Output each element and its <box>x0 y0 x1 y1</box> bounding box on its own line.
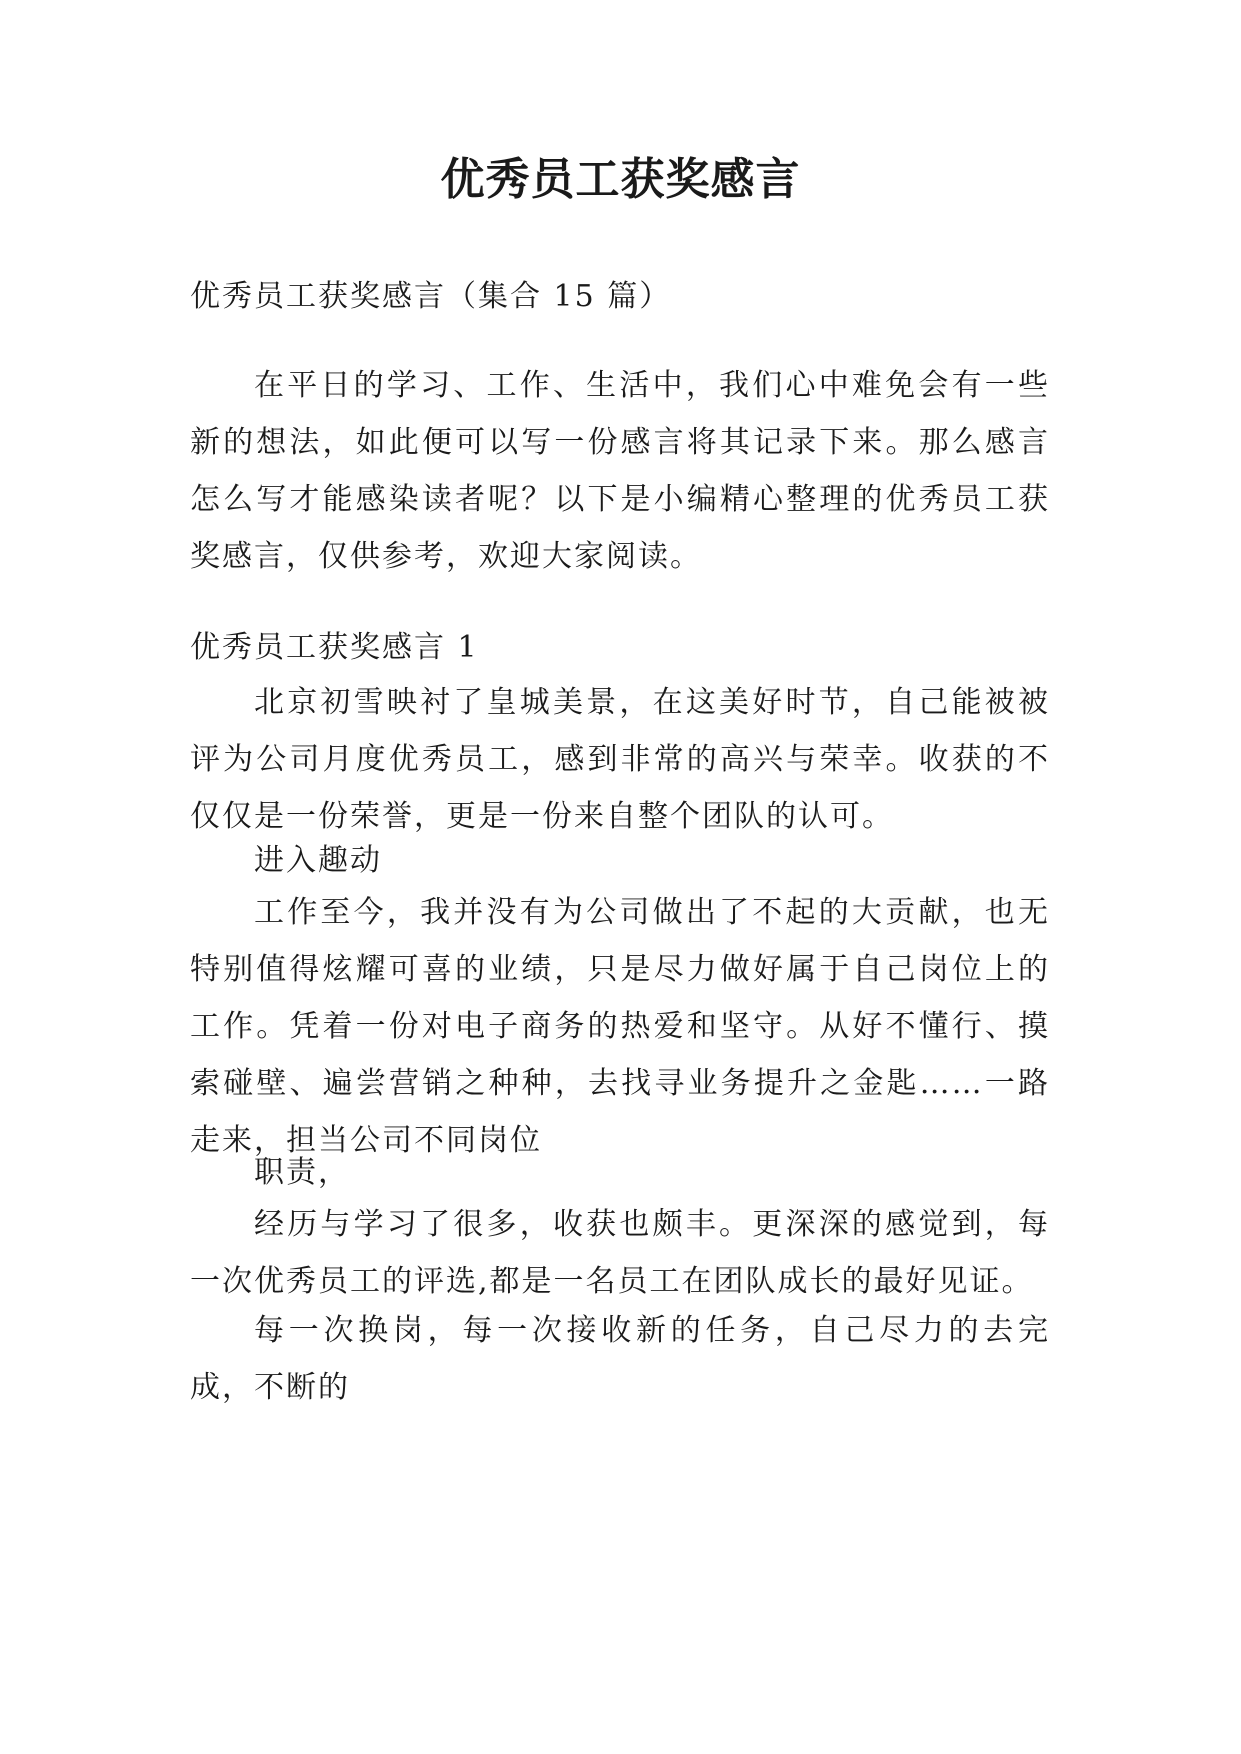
intro-paragraph: 在平日的学习、工作、生活中，我们心中难免会有一些新的想法，如此便可以写一份感言将其记录下来。那么感言怎么写才能感染读者呢？以下是小编精心整理的优秀员工获奖感言，仅供参考，欢迎大家阅读。 <box>190 368 1050 574</box>
section-heading: 优秀员工获奖感言 1 <box>190 630 479 665</box>
body-paragraph-2: 进入趣动 <box>254 843 382 878</box>
document-subtitle: 优秀员工获奖感言（集合 15 篇） <box>190 279 672 314</box>
body-paragraph-3: 工作至今，我并没有为公司做出了不起的大贡献，也无特别值得炫耀可喜的业绩，只是尽力做好属于自己岗位上的工作。凭着一份对电子商务的热爱和坚守。从好不懂行、摸索碰壁、遍尝营销之种种，去找寻业务提升之金匙……一路走来，担当公司不同岗位 <box>190 895 1050 1158</box>
document-title: 优秀员工获奖感言 <box>440 154 801 205</box>
body-paragraph-6: 每一次换岗，每一次接收新的任务，自己尽力的去完成，不断的 <box>190 1313 1050 1405</box>
body-paragraph-5: 经历与学习了很多，收获也颇丰。更深深的感觉到，每一次优秀员工的评选,都是一名员工在团队成长的最好见证。 <box>190 1207 1050 1299</box>
body-paragraph-1: 北京初雪映衬了皇城美景，在这美好时节，自己能被被评为公司月度优秀员工，感到非常的高兴与荣幸。收获的不仅仅是一份荣誉，更是一份来自整个团队的认可。 <box>190 685 1050 834</box>
body-paragraph-4: 职责， <box>254 1155 350 1190</box>
